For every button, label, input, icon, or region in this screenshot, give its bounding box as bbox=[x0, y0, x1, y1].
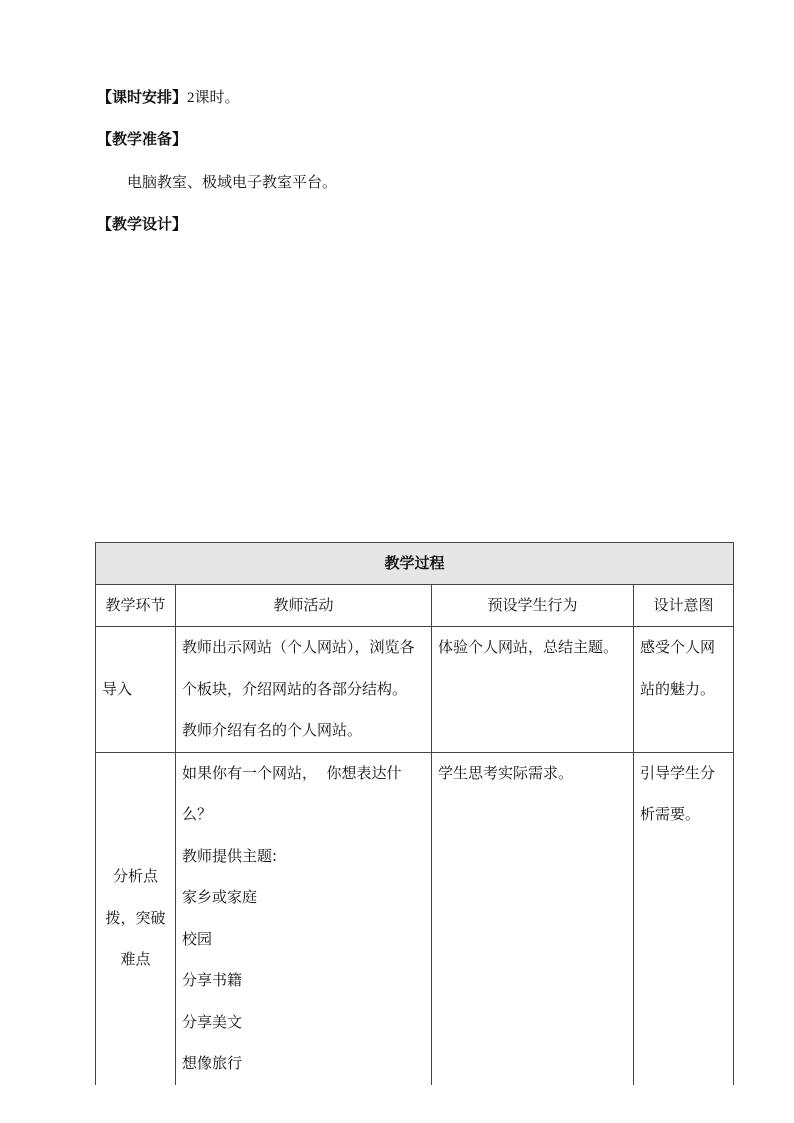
teacher-line: 分享书籍 bbox=[182, 971, 243, 989]
stage-cell bbox=[96, 627, 176, 753]
teacher-line: 校园 bbox=[182, 929, 213, 948]
teacher-line: 家乡或家庭 bbox=[182, 888, 258, 906]
table-title-row bbox=[96, 543, 734, 585]
table-row bbox=[96, 627, 734, 753]
student-cell bbox=[432, 752, 634, 1085]
teacher-line: 教师提供主题: bbox=[182, 846, 278, 865]
schedule-suffix: 课时。 bbox=[194, 88, 240, 106]
student-line: 学生思考实际需求。 bbox=[438, 763, 574, 782]
stage-line: 拨，突破 bbox=[105, 908, 166, 927]
column-header-student: 预设学生行为 bbox=[432, 585, 634, 627]
student-cell bbox=[432, 627, 634, 753]
schedule-value: 2 bbox=[187, 90, 195, 106]
table-title: 教学过程 bbox=[96, 543, 734, 585]
stage-line: 分析点 bbox=[112, 867, 158, 886]
teacher-line: 个板块，介绍网站的各部分结构。 bbox=[182, 679, 408, 698]
table-row bbox=[96, 752, 734, 1085]
teacher-line: 教师介绍有名的个人网站。 bbox=[182, 721, 363, 739]
column-header-stage: 教学环节 bbox=[96, 585, 176, 627]
column-header-intent: 设计意图 bbox=[634, 585, 734, 627]
teacher-line: 分享美文 bbox=[182, 1012, 243, 1031]
intent-line: 站的魅力。 bbox=[640, 679, 716, 698]
prep-text: 电脑教室、极域电子教室平台。 bbox=[127, 173, 338, 191]
intent-cell bbox=[634, 627, 734, 753]
stage-cell bbox=[96, 752, 176, 1085]
intent-line: 析需要。 bbox=[640, 805, 701, 823]
design-heading: 【教学设计】 bbox=[97, 215, 188, 233]
stage-line: 难点 bbox=[120, 950, 151, 969]
column-header-teacher: 教师活动 bbox=[176, 585, 432, 627]
teacher-line: 么？ bbox=[182, 805, 213, 823]
teacher-cell bbox=[176, 752, 432, 1085]
prep-heading: 【教学准备】 bbox=[97, 130, 188, 148]
table-header-row bbox=[96, 585, 734, 627]
intent-cell bbox=[634, 752, 734, 1085]
teacher-line: 如果你有一个网站， 你想表达什 bbox=[182, 763, 402, 782]
intent-line: 感受个人网 bbox=[640, 638, 716, 656]
teacher-line: 想像旅行 bbox=[182, 1054, 243, 1072]
teaching-process-table bbox=[95, 542, 734, 1085]
teacher-cell bbox=[176, 627, 432, 753]
intent-line: 引导学生分 bbox=[640, 763, 716, 782]
student-line: 体验个人网站，总结主题。 bbox=[438, 638, 619, 656]
schedule-line bbox=[97, 86, 240, 107]
stage-line: 导入 bbox=[102, 679, 133, 698]
schedule-label: 【课时安排】 bbox=[97, 88, 188, 106]
teacher-line: 教师出示网站（个人网站），浏览各 bbox=[182, 638, 415, 656]
